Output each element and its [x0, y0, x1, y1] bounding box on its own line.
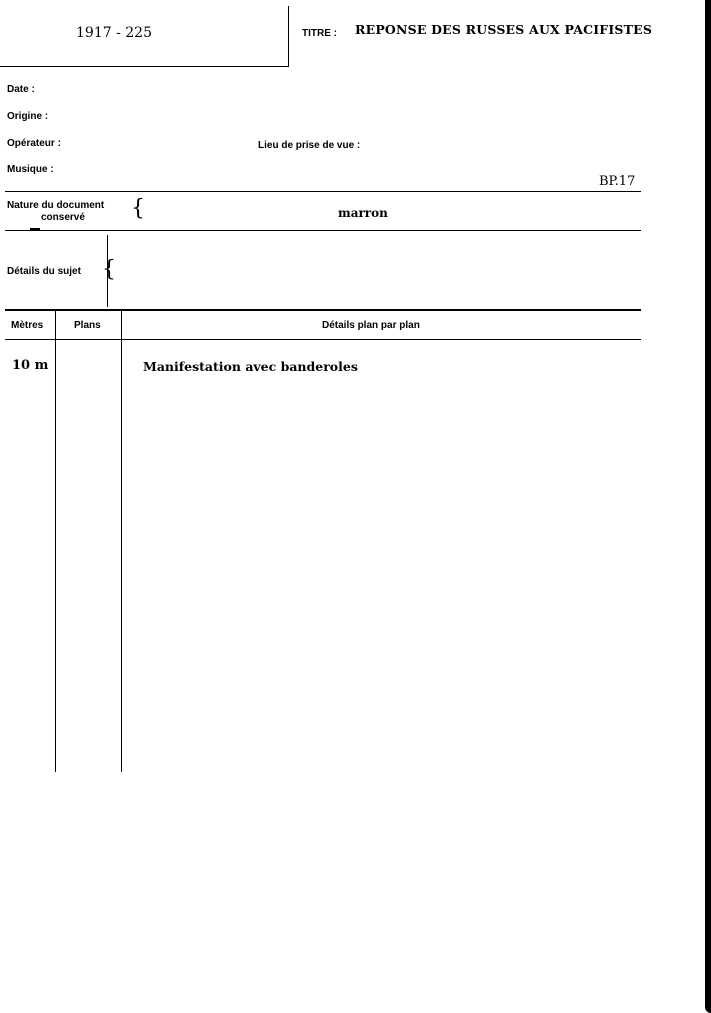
table-header-metres: Mètres — [11, 320, 44, 331]
nature-label-line1: Nature du document — [7, 200, 105, 211]
title-value: REPONSE DES RUSSES AUX PACIFISTES — [355, 22, 653, 37]
music-label: Musique : — [7, 164, 54, 175]
subject-label: Détails du sujet — [7, 266, 81, 277]
location-label: Lieu de prise de vue : — [258, 140, 361, 151]
reference-number: 1917 - 225 — [76, 25, 152, 41]
table-row-details: Manifestation avec banderoles — [143, 359, 358, 374]
table-column-divider-2 — [121, 310, 122, 772]
table-row-metres: 10 m — [12, 358, 49, 373]
separator-line-2 — [5, 230, 641, 231]
title-label: TITRE : — [302, 28, 337, 39]
date-label: Date : — [7, 84, 35, 95]
table-header-plans: Plans — [74, 320, 101, 331]
header-box-bottom-line — [0, 66, 289, 67]
separator-line-1 — [5, 191, 641, 192]
nature-brace: { — [131, 196, 145, 221]
table-column-divider-1 — [55, 310, 56, 772]
scan-edge — [705, 0, 711, 1013]
subject-brace: { — [102, 257, 116, 282]
separator-tick — [30, 228, 40, 235]
table-header-line — [5, 339, 641, 340]
origin-label: Origine : — [7, 111, 49, 122]
table-header-details: Détails plan par plan — [322, 320, 420, 331]
operator-label: Opérateur : — [7, 138, 61, 149]
table-top-line — [5, 309, 641, 311]
header-box-right-line — [288, 6, 289, 67]
nature-value: marron — [338, 206, 388, 220]
nature-label-line2: conservé — [41, 212, 85, 223]
card-code: BP.17 — [599, 174, 636, 189]
